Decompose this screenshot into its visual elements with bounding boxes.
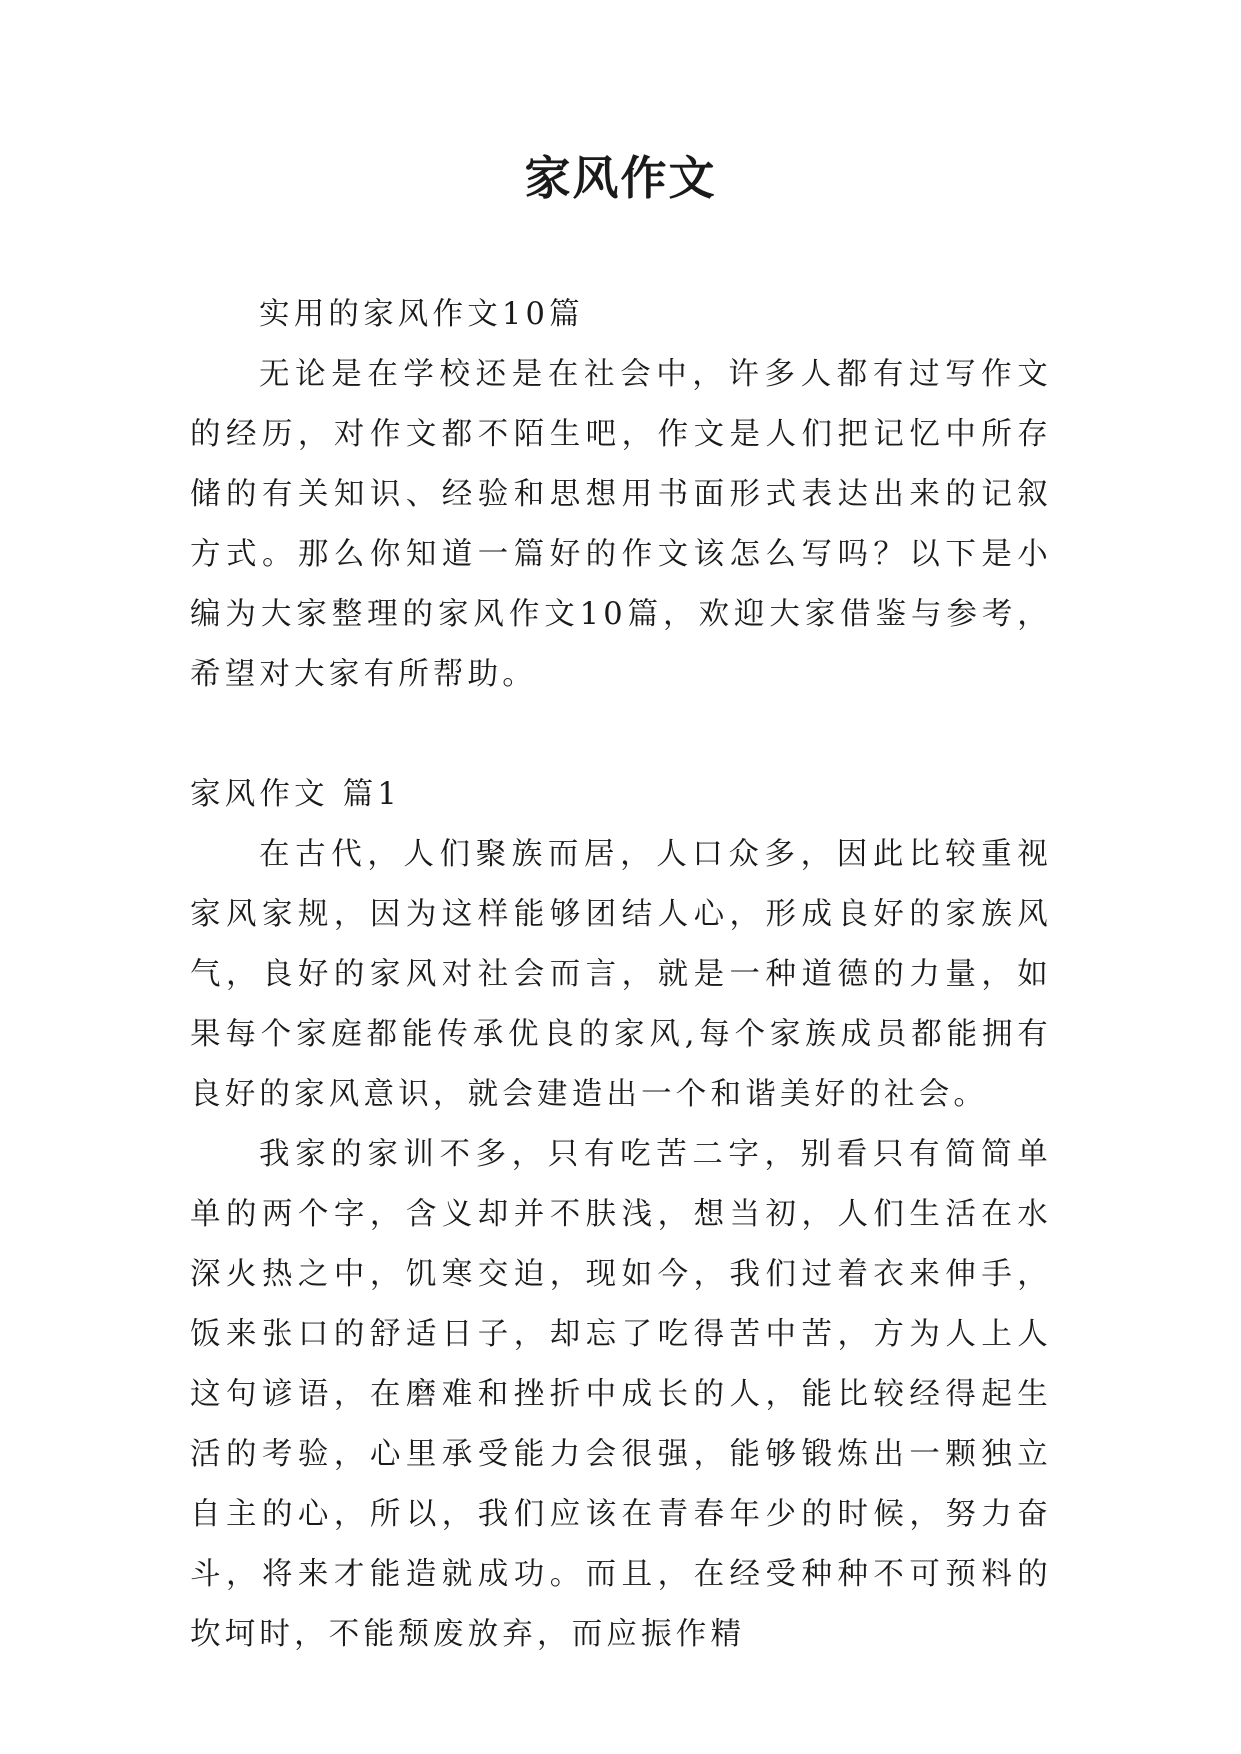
section-heading: 家风作文 篇1 [190,777,401,812]
document-subtitle: 实用的家风作文10篇 [259,297,584,332]
intro-paragraph: 无论是在学校还是在社会中，许多人都有过写作文的经历，对作文都不陌生吧，作文是人们把记忆中所存储的有关知识、经验和思想用书面形式表达出来的记叙方式。那么你知道一篇好的作文该怎么写吗？以下是小编为大家整理的家风作文10篇，欢迎大家借鉴与参考，希望对大家有所帮助。 [190,357,1052,692]
body-paragraph: 我家的家训不多，只有吃苦二字，别看只有简简单单的两个字，含义却并不肤浅，想当初，人们生活在水深火热之中，饥寒交迫，现如今，我们过着衣来伸手，饭来张口的舒适日子，却忘了吃得苦中苦，方为人上人这句谚语，在磨难和挫折中成长的人，能比较经得起生活的考验，心里承受能力会很强，能够锻炼出一颗独立自主的心，所以，我们应该在青春年少的时候，努力奋斗，将来才能造就成功。而且，在经受种种不可预料的坎坷时，不能颓废放弃，而应振作精 [190,1137,1052,1652]
section-spacer [190,705,1052,765]
document-body [190,285,1052,1665]
body-paragraph: 在古代，人们聚族而居，人口众多，因此比较重视家风家规，因为这样能够团结人心，形成良好的家族风气，良好的家风对社会而言，就是一种道德的力量，如果每个家庭都能传承优良的家风,每个家族成员都能拥有良好的家风意识，就会建造出一个和谐美好的社会。 [190,837,1052,1112]
document-title: 家风作文 [524,151,717,205]
